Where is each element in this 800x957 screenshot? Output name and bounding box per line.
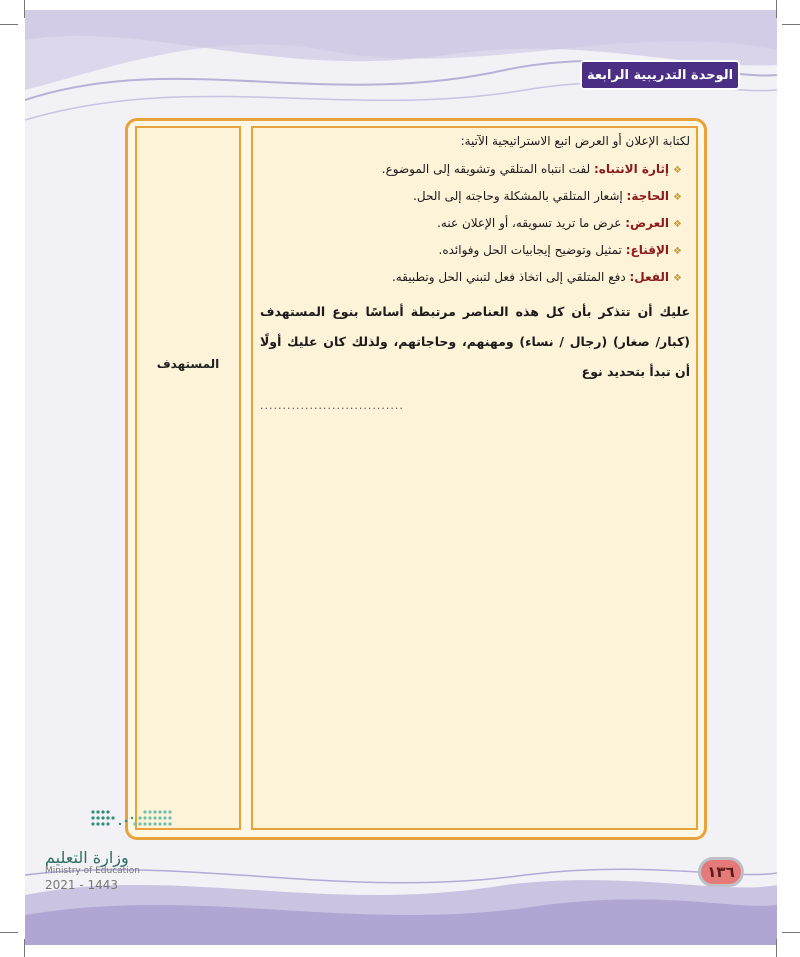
list-item-text: إشعار المتلقي بالمشكلة وحاجته إلى الحل. [413,189,627,203]
crop-mark [782,932,800,933]
crop-mark [776,939,777,957]
main-content [260,134,690,412]
crop-mark [0,932,18,933]
list-item-text: تمثيل وتوضيح إيجابيات الحل وفوائده. [438,243,626,257]
list-item-text: دفع المتلقي إلى اتخاذ فعل لتبني الحل وتطبيقه. [391,270,630,284]
fill-in-blank: ................................ [260,399,404,412]
crop-mark [782,24,800,25]
list-item-term: العرض: [625,216,670,230]
diamond-bullet-icon: ❖ [673,192,682,203]
diamond-bullet-icon: ❖ [673,246,682,257]
list-item [260,162,690,176]
intro-text: لكتابة الإعلان أو العرض اتبع الاستراتيجية الآتية: [460,134,690,148]
list-item-text: لفت انتباه المتلقي وتشويقه إلى الموضوع. [381,162,594,176]
page-number: ١٣٦ [698,857,744,887]
list-item-term: إثارة الانتباه: [593,162,670,176]
ministry-name-arabic: وزارة التعليم [45,848,129,867]
list-item [260,243,690,257]
unit-title-badge: الوحدة التدريبية الرابعة [580,60,740,90]
ministry-name-english: Ministry of Education [45,866,140,876]
side-label: المستهدف [156,357,220,371]
reminder-paragraph: عليك أن تتذكر بأن كل هذه العناصر مرتبطة أساسًا بنوع المستهدف (كبار/ صغار) (رجال / نساء) ومهنهم، وحاجاتهم، ولذلك كان عليك أولًا أن تبدأ بتحديد نوع [260,304,690,379]
list-item-term: الإقناع: [625,243,670,257]
side-column [135,126,241,830]
crop-mark [24,0,25,18]
crop-mark [0,24,18,25]
list-item-term: الحاجة: [626,189,670,203]
list-item [260,216,690,230]
ministry-logo-icon [90,808,180,832]
diamond-bullet-icon: ❖ [673,165,682,176]
list-item-text: عرض ما تريد تسويقه، أو الإعلان عنه. [437,216,626,230]
list-item [260,270,690,284]
crop-mark [776,0,777,18]
strategy-list [260,162,690,284]
list-item [260,189,690,203]
edition-year: 2021 - 1443 [45,878,119,892]
crop-mark [24,939,25,957]
diamond-bullet-icon: ❖ [673,219,682,230]
list-item-term: الفعل: [629,270,670,284]
diamond-bullet-icon: ❖ [673,273,682,284]
